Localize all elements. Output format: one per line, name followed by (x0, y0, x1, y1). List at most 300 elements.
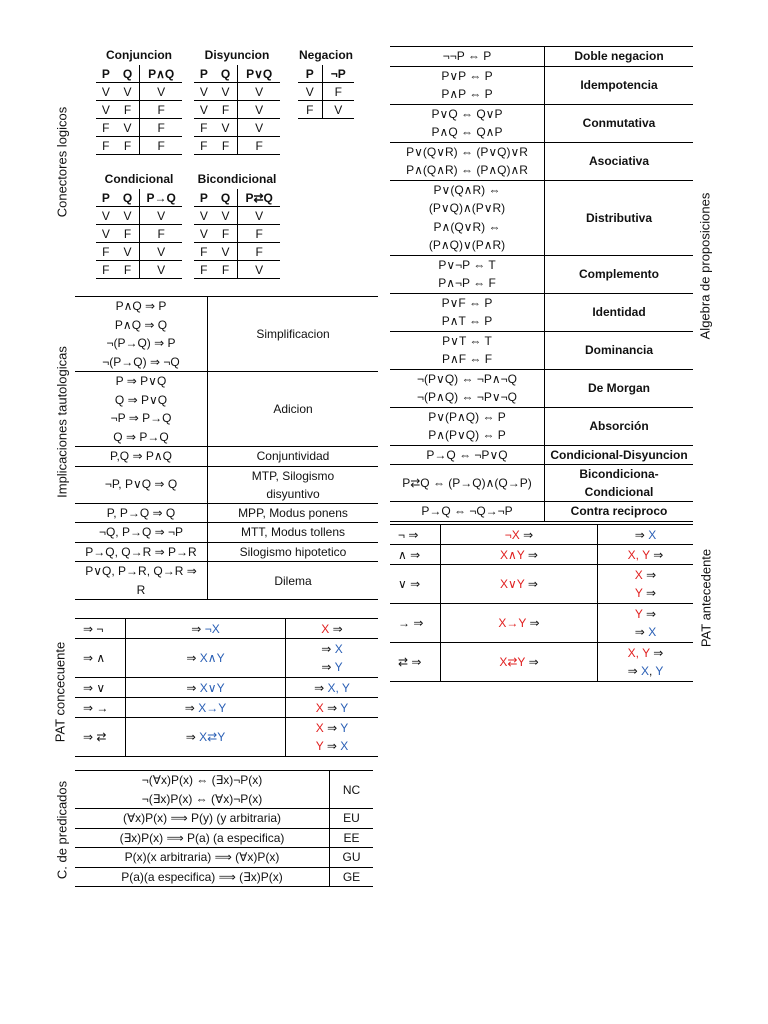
pat-line (600, 526, 691, 544)
pat-part: ⇒ (642, 607, 657, 621)
formula: P∧Q ⇒ P (115, 299, 167, 313)
rule-name: Simplificacion (256, 327, 330, 341)
implications-row (75, 503, 378, 523)
pat-part: X (340, 739, 349, 753)
rule-name-cell (330, 848, 374, 868)
rule-name-cell (545, 255, 694, 293)
pat-part: X⇄Y (199, 730, 226, 744)
pat_antecedent-row (390, 643, 693, 682)
formula: ¬¬P ⇔ P (442, 49, 492, 63)
truth-table-cell: V (116, 119, 140, 137)
formula: ¬(P→Q) ⇒ P (106, 336, 176, 350)
rule-name-cell (545, 407, 694, 445)
rule-name-cell (330, 867, 374, 887)
truth-table-cell: V (238, 261, 280, 279)
rule-name: Contra reciproco (570, 504, 668, 519)
pat_antecedent-row (390, 604, 693, 643)
formula: ¬P, P∨Q ⇒ Q (104, 477, 178, 492)
formula: P⇄Q ⇔ (P→Q)∧(Q→P) (402, 475, 532, 490)
pat-consequent-section-label: PAT concecuente (52, 641, 68, 743)
algebra-row (390, 293, 693, 331)
algebra-table (390, 46, 693, 522)
truth-table-cell: F (194, 261, 214, 279)
pat_consequent-row (75, 639, 378, 678)
algebra-row (390, 66, 693, 104)
truth-table-cell: V (238, 207, 280, 225)
pat_consequent-row (75, 718, 378, 757)
pat-operator: ⇄ ⇒ (390, 643, 441, 682)
pat-operator: ⇒ ¬ (75, 619, 126, 639)
truth-table-cell: F (140, 101, 182, 119)
pat-part: X, Y (327, 680, 350, 695)
truth-table-header: P∧Q (140, 65, 182, 83)
pat-part: X→Y (198, 700, 227, 715)
formula-cell (75, 848, 330, 868)
formula-cell (390, 104, 545, 142)
pat-part: ⇒ (634, 527, 649, 542)
formula: ¬(P→Q) ⇒ ¬Q (102, 354, 180, 369)
algebra-section-label: Algebra de proposiciones (697, 192, 713, 340)
truth-table-cell: V (298, 83, 322, 101)
truth-table-cell: V (238, 119, 280, 137)
truth-table-cell: F (238, 225, 280, 243)
formula: P∧P ⇔ P (441, 87, 493, 101)
formula: (P∧Q)∨(P∧R) (428, 238, 506, 252)
truth-table-title: Conjuncion (106, 48, 172, 62)
pat-part: ⇒ (185, 730, 200, 744)
formula: P∨¬P ⇔ T (438, 257, 496, 272)
truth-table-header: P (298, 65, 322, 83)
rule-name-cell (330, 771, 374, 809)
rule-name-cell (545, 445, 694, 465)
pat-antecedent-section-label: PAT antecedente (698, 548, 714, 648)
truth-table-header: Q (116, 189, 140, 207)
formula-cell (390, 142, 545, 180)
rule-name-cell (545, 331, 694, 369)
formula-cell (75, 828, 330, 848)
truth-table-cell: V (214, 207, 238, 225)
pat-line (600, 566, 691, 584)
rule-name: MTP, Silogismo (251, 468, 335, 483)
rule-name: Conjuntividad (256, 449, 330, 464)
formula-cell (75, 809, 330, 829)
rule-name-cell (208, 523, 379, 543)
predicates-row (75, 848, 373, 868)
truth-table-header: P→Q (140, 189, 182, 207)
pat-part: ¬X (204, 621, 220, 636)
pat-part: ⇒ (627, 664, 641, 678)
truth-table-cell: V (140, 207, 182, 225)
implications-row (75, 523, 378, 543)
pat-line (288, 679, 376, 697)
pat-part: ⇒ (314, 680, 328, 695)
implications-section-label: Implicaciones tautologicas (54, 346, 70, 498)
rule-name-cell (545, 66, 694, 104)
truth-table-cell: F (140, 119, 182, 137)
pat-line (288, 719, 376, 737)
rule-name: Absorción (589, 419, 649, 433)
formula: ¬(∃x)P(x) ⇔ (∀x)¬P(x) (141, 791, 263, 806)
pat-part: X, Y (627, 646, 650, 660)
pat-part: X∧Y (500, 547, 525, 562)
truth-table-cell: V (96, 207, 116, 225)
truth-table-cell: V (194, 101, 214, 119)
pat-line (443, 614, 595, 632)
algebra-row (390, 180, 693, 255)
pat-part: Y (334, 660, 343, 674)
pat-line (288, 640, 376, 658)
rule-name: NC (342, 782, 361, 797)
pat-part: ¬X (504, 527, 520, 542)
pat_consequent-row (75, 678, 378, 698)
rule-name: Dominancia (584, 343, 653, 357)
truth-table (298, 65, 354, 119)
truth-table-cell: V (140, 243, 182, 261)
rule-name-cell (330, 809, 374, 829)
formula-cell (75, 523, 208, 543)
formula-cell (390, 66, 545, 104)
truth-table-cell: V (140, 83, 182, 101)
rule-name: Bicondiciona- (579, 467, 659, 481)
formula: P→Q, Q→R ⇒ P→R (85, 544, 197, 559)
pat-part: ⇒ (649, 646, 664, 660)
pat-line (443, 526, 595, 544)
rule-name: De Morgan (587, 381, 650, 395)
formula: (∃x)P(x) ⟹ P(a) (a especifica) (119, 830, 285, 845)
rule-name: Idempotencia (580, 78, 658, 92)
truth-table-cell: V (116, 243, 140, 261)
truth-table-header: P⇄Q (238, 189, 280, 207)
algebra-row (390, 331, 693, 369)
truth-table-cell: F (140, 225, 182, 243)
predicates-section-label: C. de predicados (54, 780, 70, 880)
pat-line (288, 620, 376, 638)
algebra-row (390, 465, 693, 502)
truth-table-cell: F (322, 83, 354, 101)
pat-part: ⇒ (323, 739, 341, 753)
rule-name-cell (330, 828, 374, 848)
truth-table-header: P (96, 65, 116, 83)
formula: P(x)(x arbitraria) ⟹ (∀x)P(x) (124, 850, 280, 864)
pat-expression (441, 525, 598, 545)
truth-table-cell: F (214, 225, 238, 243)
formula: P∨T ⇔ T (442, 333, 492, 348)
pat-part: ⇒ (323, 700, 341, 715)
pat-part: X∧Y (199, 651, 225, 665)
algebra-row (390, 369, 693, 407)
formula-cell (75, 447, 208, 467)
pat-part: ⇒ (191, 621, 205, 636)
rule-name-cell (208, 562, 379, 600)
truth-table-cell: V (96, 225, 116, 243)
formula-cell (390, 331, 545, 369)
formula: (∀x)P(x) ⟹ P(y) (y arbitraria) (122, 811, 282, 825)
truth-table-cell: F (116, 261, 140, 279)
pat-line (443, 546, 595, 564)
pat-part: ⇒ (642, 586, 657, 600)
truth-table-cell: F (116, 225, 140, 243)
truth-table-header: P (194, 65, 214, 83)
pat_antecedent-row (390, 565, 693, 604)
pat-part: ⇒ (519, 527, 534, 542)
pat-part: Y (340, 700, 349, 715)
truth-table-cell: V (214, 119, 238, 137)
rule-name: Condicional (584, 485, 654, 499)
predicates-row (75, 809, 373, 829)
truth-table (194, 189, 280, 279)
pat-consequent-table (75, 618, 378, 757)
formula-cell (390, 255, 545, 293)
truth-table-header: ¬P (322, 65, 354, 83)
truth-table-cell: F (214, 137, 238, 155)
truth-table-cell: V (322, 101, 354, 119)
pat-operator: → ⇒ (390, 604, 441, 643)
rule-name: Asociativa (588, 154, 650, 168)
rule-name-cell (545, 142, 694, 180)
pat-line (600, 623, 691, 641)
pat-part: Y (315, 739, 324, 753)
formula: P∨(Q∨R) ⇔ (P∨Q)∨R (406, 144, 528, 159)
formula-cell (75, 771, 330, 809)
formula: P∧Q ⇔ Q∧P (431, 125, 503, 139)
pat-operator: ⇒ → (75, 698, 126, 718)
truth-table-cell: F (116, 101, 140, 119)
formula-cell (75, 297, 208, 372)
truth-table-title: Condicional (104, 172, 174, 186)
pat-result (598, 545, 694, 565)
truth-table-title: Bicondicional (197, 172, 277, 186)
algebra-row (390, 47, 693, 67)
pat-expression (441, 643, 598, 682)
pat-result (598, 525, 694, 545)
rule-name-cell (545, 104, 694, 142)
truth-table-cell: V (194, 83, 214, 101)
formula: P∨P ⇔ P (441, 68, 493, 83)
formula: (P∨Q)∧(P∨R) (428, 201, 506, 215)
truth-table (96, 65, 182, 155)
predicates-row (75, 771, 373, 809)
truth-table-header: P (96, 189, 116, 207)
pat-part: X (648, 527, 657, 542)
pat-operator: ⇒ ⇄ (75, 718, 126, 757)
pat-line (128, 728, 283, 746)
formula: P∧F ⇔ F (441, 352, 493, 366)
rule-name-cell (208, 297, 379, 372)
pat-line (288, 658, 376, 676)
rule-name: EE (343, 830, 360, 845)
pat-part: ⇒ (634, 625, 649, 639)
pat-expression (441, 604, 598, 643)
pat-part: ⇒ (649, 547, 664, 562)
implications-row (75, 297, 378, 372)
formula: ¬(∀x)P(x) ⇔ (∃x)¬P(x) (141, 773, 263, 787)
formula-cell (75, 542, 208, 562)
pat-part: ⇒ (642, 568, 657, 582)
rule-name-cell (208, 466, 379, 503)
pat-part: Y (655, 664, 664, 678)
formula: P(a)(a especifica) ⟹ (∃x)P(x) (121, 869, 283, 884)
pat-line (128, 620, 283, 638)
formula-cell (390, 445, 545, 465)
pat-line (600, 584, 691, 602)
pat-line (600, 546, 691, 564)
rule-name-cell (208, 503, 379, 523)
formula: P∨Q ⇔ Q∨P (431, 106, 503, 121)
truth-table-cell: V (238, 83, 280, 101)
truth-table-header: Q (214, 65, 238, 83)
pat-part: ⇒ (321, 642, 335, 656)
pat-part: ⇒ (321, 660, 335, 674)
pat_antecedent-row (390, 525, 693, 545)
formula: P∧T ⇔ P (441, 314, 493, 328)
implications-row (75, 372, 378, 447)
pat-part: X (334, 642, 343, 656)
formula: ¬P ⇒ P→Q (110, 411, 172, 425)
truth-table-cell: V (116, 83, 140, 101)
rule-name-cell (545, 465, 694, 502)
formula: P∧Q ⇒ Q (114, 317, 168, 332)
formula-cell (75, 503, 208, 523)
rule-name: MTT, Modus tollens (240, 525, 346, 540)
pat-line (128, 679, 283, 697)
pat-antecedent-table (390, 524, 693, 682)
pat-part: X (648, 625, 657, 639)
rule-name-cell (208, 542, 379, 562)
formula: ¬(P∧Q) ⇔ ¬P∨¬Q (417, 390, 517, 404)
rule-name-cell (545, 502, 694, 522)
pat-result (598, 604, 694, 643)
algebra-row (390, 104, 693, 142)
truth-table-cell: V (96, 83, 116, 101)
rule-name-cell (208, 447, 379, 467)
formula: P ⇒ P∨Q (115, 374, 167, 388)
formula: R (136, 582, 146, 597)
truth-table-cell: F (96, 243, 116, 261)
rule-name: Identidad (592, 305, 646, 319)
pat-operator: ⇒ ∧ (75, 639, 126, 678)
pat_consequent-row (75, 619, 378, 639)
pat-line (288, 737, 376, 755)
formula-cell (75, 562, 208, 600)
rule-name-cell (208, 372, 379, 447)
formula: ¬Q, P→Q ⇒ ¬P (98, 525, 184, 539)
implications-row (75, 542, 378, 562)
pat-result (286, 639, 379, 678)
truth-table-cell: F (238, 137, 280, 155)
formula: P→Q ⇔ ¬Q→¬P (421, 504, 513, 518)
formula: P∧¬P ⇔ F (438, 276, 496, 290)
implications-row (75, 466, 378, 503)
formula: P∨(P∧Q) ⇔ P (428, 409, 506, 424)
pat-result (286, 698, 379, 718)
pat-part: X (315, 721, 324, 735)
rule-name: Condicional-Disyuncion (550, 447, 688, 462)
pat-line (443, 575, 595, 593)
pat_antecedent-row (390, 545, 693, 565)
formula: P∧(Q∨R) ⇔ (433, 219, 501, 234)
pat-part: ⇒ (329, 621, 343, 636)
pat-part: ⇒ (524, 577, 538, 591)
truth-table-cell: F (140, 137, 182, 155)
formula-cell (75, 466, 208, 503)
truth-table (96, 189, 182, 279)
pat-part: ⇒ (186, 651, 200, 665)
rule-name: Adicion (273, 402, 313, 416)
formula-cell (390, 465, 545, 502)
pat-result (286, 619, 379, 639)
truth-table-title: Disyuncion (204, 48, 270, 62)
truth-table-title: Negacion (298, 48, 353, 62)
rule-name: GE (342, 869, 361, 884)
pat-expression (126, 639, 286, 678)
truth-table-header: P (194, 189, 214, 207)
pat-part: ⇒ (524, 547, 538, 562)
rule-name-cell (545, 47, 694, 67)
pat-part: X∨Y (500, 577, 525, 591)
pat-part: X∨Y (199, 680, 225, 695)
pat-part: , (648, 664, 656, 678)
pat-part: ⇒ (526, 616, 540, 630)
rule-name: Conmutativa (582, 116, 656, 130)
implications-row (75, 447, 378, 467)
pat-line (600, 662, 691, 680)
rule-name: Complemento (578, 267, 659, 281)
truth-table-cell: F (298, 101, 322, 119)
formula-cell (390, 502, 545, 522)
pat-expression (126, 718, 286, 757)
truth-table-cell: V (140, 261, 182, 279)
algebra-row (390, 502, 693, 522)
truth-table-cell: F (96, 261, 116, 279)
formula-cell (390, 407, 545, 445)
pat-part: X (315, 700, 324, 715)
pat-part: ⇒ (323, 721, 341, 735)
algebra-row (390, 445, 693, 465)
rule-name-cell (545, 180, 694, 255)
pat-operator: ∨ ⇒ (390, 565, 441, 604)
truth-table-cell: F (96, 137, 116, 155)
formula: Q ⇒ P∨Q (114, 392, 168, 407)
truth-table-cell: F (194, 243, 214, 261)
pat-expression (126, 619, 286, 639)
formula-cell (75, 867, 330, 887)
pat-part: Y (634, 586, 643, 600)
formula-cell (390, 369, 545, 407)
algebra-row (390, 407, 693, 445)
truth-table (194, 65, 280, 155)
formula-cell (75, 372, 208, 447)
formula: P∧(Q∧R) ⇔ (P∧Q)∧R (406, 163, 528, 177)
formula: P, P→Q ⇒ Q (106, 505, 176, 520)
truth-table-cell: V (194, 225, 214, 243)
implications-row (75, 562, 378, 600)
truth-table-cell: F (238, 243, 280, 261)
formula-cell (390, 293, 545, 331)
pat-part: ⇒ (186, 680, 200, 695)
connectors-section-label: Conectores logicos (54, 106, 70, 218)
pat-part: Y (340, 721, 349, 735)
truth-table-cell: F (214, 261, 238, 279)
pat-part: ⇒ (525, 655, 539, 669)
rule-name: Distributiva (585, 210, 652, 225)
truth-table-cell: F (194, 137, 214, 155)
pat-part: X, Y (627, 547, 650, 562)
formula: ¬(P∨Q) ⇔ ¬P∧¬Q (417, 371, 517, 386)
algebra-row (390, 142, 693, 180)
truth-table-cell: F (96, 119, 116, 137)
formula-cell (390, 180, 545, 255)
pat-operator: ⇒ ∨ (75, 678, 126, 698)
